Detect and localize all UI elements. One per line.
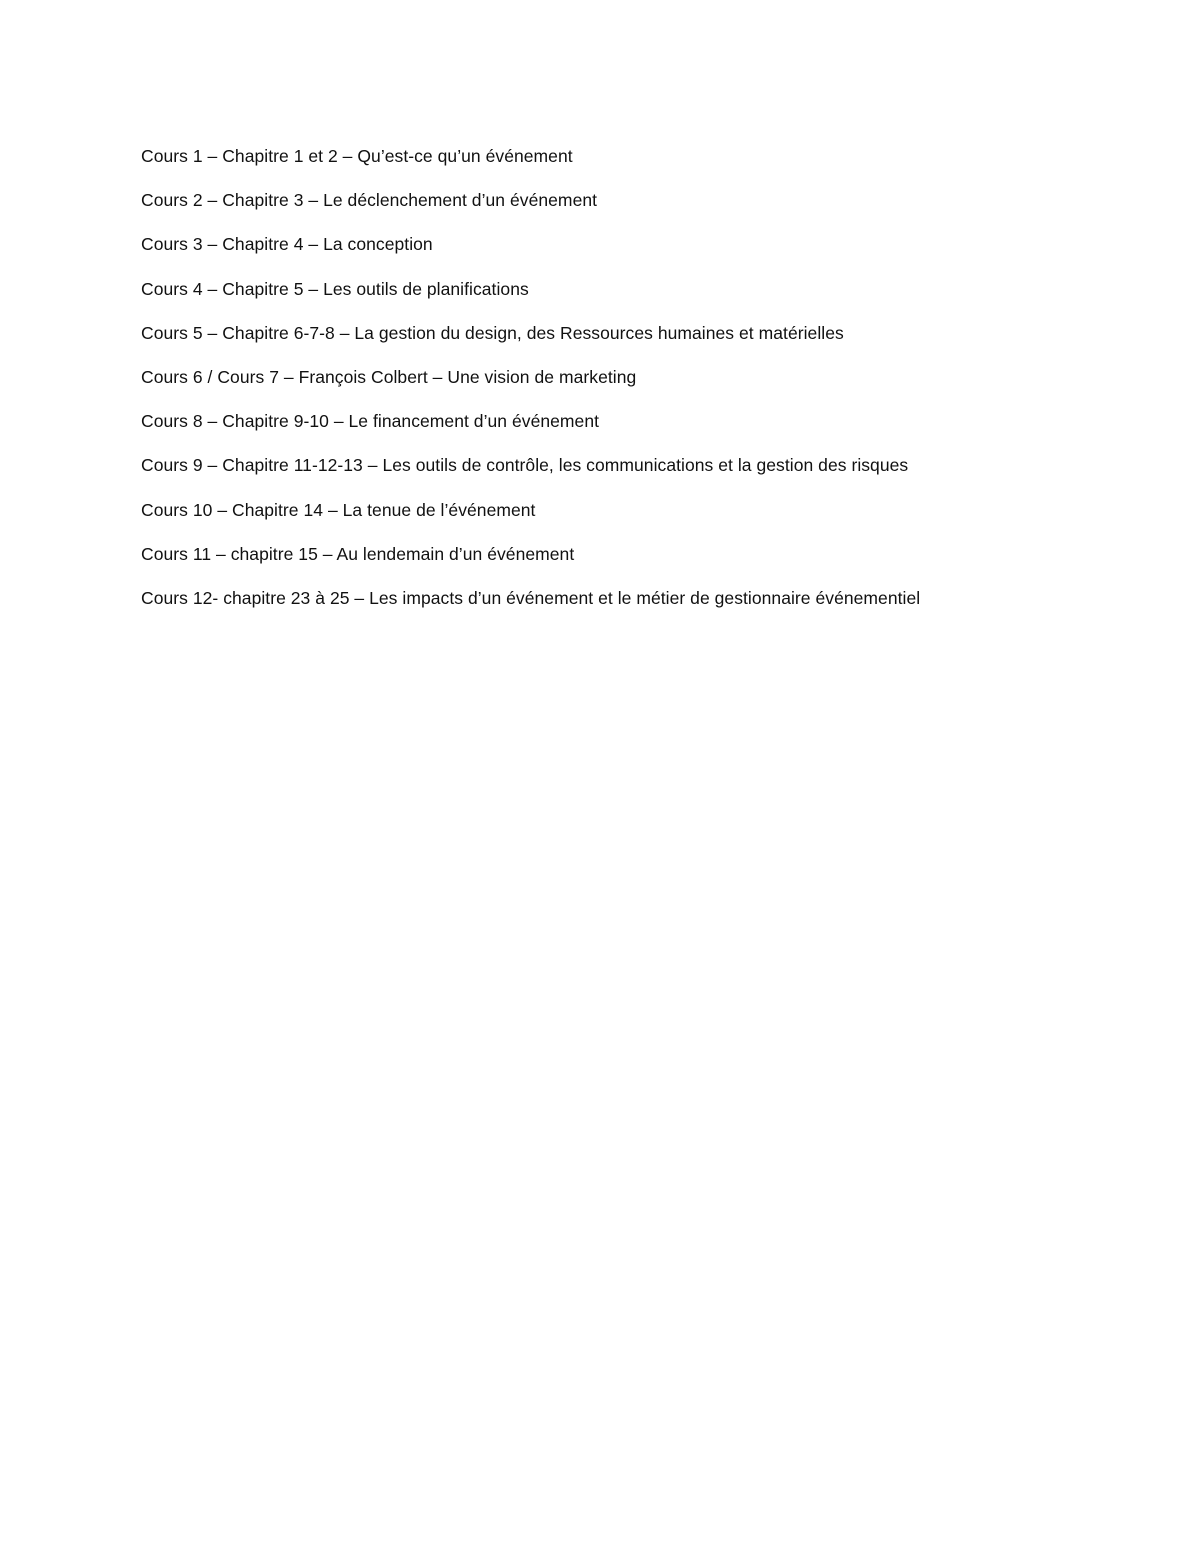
course-item-9: Cours 9 – Chapitre 11-12-13 – Les outils de contrôle, les communications et la gestion des risques	[141, 455, 909, 476]
course-item-8: Cours 8 – Chapitre 9-10 – Le financement d’un événement	[141, 411, 600, 432]
course-item-11: Cours 11 – chapitre 15 – Au lendemain d’un événement	[141, 543, 575, 564]
course-item-12: Cours 12- chapitre 23 à 25 – Les impacts d’un événement et le métier de gestionnaire événementiel	[141, 587, 921, 608]
course-item-5: Cours 5 – Chapitre 6-7-8 – La gestion du design, des Ressources humaines et matérielles	[141, 322, 844, 343]
course-item-10: Cours 10 – Chapitre 14 – La tenue de l’événement	[141, 499, 536, 520]
course-item-1: Cours 1 – Chapitre 1 et 2 – Qu’est-ce qu’un événement	[141, 146, 573, 166]
course-item-6-7: Cours 6 / Cours 7 – François Colbert – Une vision de marketing	[141, 366, 637, 387]
course-item-3: Cours 3 – Chapitre 4 – La conception	[141, 234, 433, 255]
course-item-4: Cours 4 – Chapitre 5 – Les outils de planifications	[141, 278, 529, 299]
course-item-2: Cours 2 – Chapitre 3 – Le déclenchement d’un événement	[141, 190, 598, 211]
course-list	[141, 142, 920, 628]
